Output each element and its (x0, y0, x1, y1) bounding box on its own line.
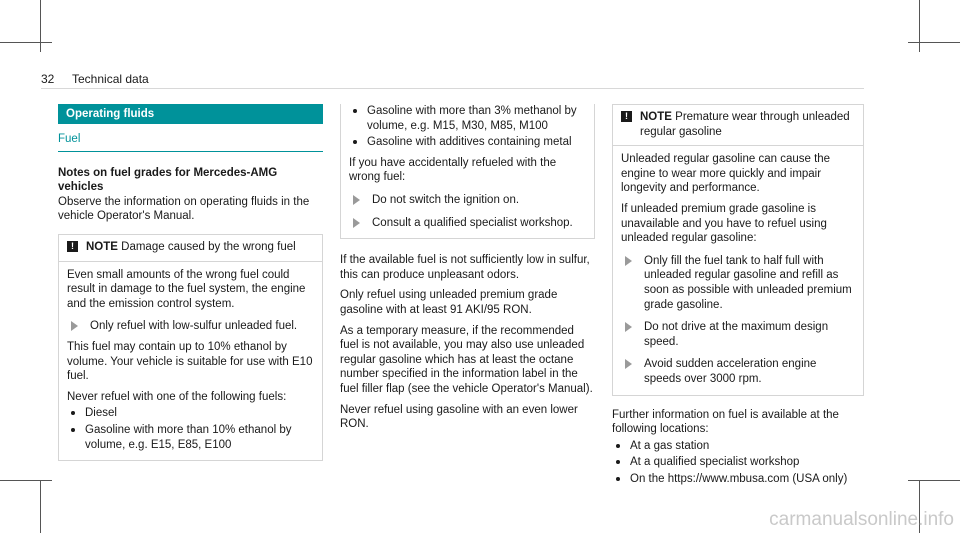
note-continuation (340, 104, 595, 239)
note-box (58, 234, 323, 461)
note-body (59, 262, 322, 461)
subheading: Fuel (58, 132, 323, 152)
action-step: Consult a qualified specialist workshop. (349, 216, 586, 231)
crop-mark (0, 42, 52, 43)
note-box (612, 104, 864, 396)
bullet-icon (616, 460, 620, 464)
note-label: NOTE (86, 240, 118, 253)
note-header (613, 105, 863, 146)
warning-icon: ! (67, 241, 78, 252)
action-step: Do not drive at the maximum design speed. (621, 320, 855, 349)
list-item: On the https://www.mbusa.com (USA only) (612, 472, 864, 487)
crop-mark (0, 480, 52, 481)
action-step: Avoid sudden acceleration engine speeds over 3000 rpm. (621, 357, 855, 386)
note-text: If unleaded premium grade gasoline is unavailable and you have to refuel using unleaded regular gasoline: (621, 202, 827, 245)
note-label: NOTE (640, 111, 672, 123)
left-column (58, 104, 323, 461)
watermark: carmanualsonline.info (769, 509, 954, 530)
warning-icon: ! (621, 111, 632, 122)
crop-mark (40, 480, 41, 533)
section-title: Technical data (72, 72, 149, 86)
action-step: Only refuel with low-sulfur unleaded fuel. (67, 319, 314, 334)
note-text: Unleaded regular gasoline can cause the engine to wear more quickly and impair longevity and performance. (621, 153, 831, 195)
note-paragraph: Never refuel with one of the following fuels: (67, 390, 287, 403)
right-column (612, 104, 864, 486)
bullet-icon (71, 428, 75, 432)
section-bar: Operating fluids (58, 104, 323, 124)
arrow-icon (625, 322, 632, 332)
note-title: Premature wear through unleaded regular gasoline (640, 111, 850, 138)
arrow-icon (71, 321, 78, 331)
crop-mark (908, 480, 960, 481)
bullet-icon (71, 411, 75, 415)
paragraph: If the available fuel is not sufficiently low in sulfur, this can produce unpleasant odors. (340, 254, 590, 281)
note-paragraph: This fuel may contain up to 10% ethanol by volume. Your vehicle is suitable for use with E10 fuel. (67, 340, 313, 383)
bullet-icon (353, 109, 357, 113)
middle-column (340, 104, 595, 432)
header-rule (41, 88, 864, 89)
bullet-icon (353, 140, 357, 144)
list-item: Gasoline with more than 10% ethanol by volume, e.g. E15, E85, E100 (67, 423, 314, 452)
arrow-icon (625, 256, 632, 266)
heading: Notes on fuel grades for Mercedes-AMG vehicles (58, 166, 278, 194)
paragraph: As a temporary measure, if the recommended fuel is not available, you may also use unleaded regular gasoline which has at least the octane number specified in the information label in the fuel filler flap (see the vehicle Operator's Manual). (340, 324, 593, 395)
note-paragraph: If you have accidentally refueled with the wrong fuel: (349, 156, 557, 184)
note-header (59, 235, 322, 262)
list-item: At a gas station (612, 439, 864, 454)
bullet-icon (616, 477, 620, 481)
note-title: Damage caused by the wrong fuel (121, 240, 296, 253)
list-item: Diesel (67, 406, 314, 421)
action-step: Only fill the fuel tank to half full with unleaded regular gasoline and refill as soon as possible with unleaded premium grade gasoline. (621, 254, 855, 312)
arrow-icon (353, 218, 360, 228)
bullet-icon (616, 444, 620, 448)
arrow-icon (353, 195, 360, 205)
action-step: Do not switch the ignition on. (349, 193, 586, 208)
crop-mark (919, 0, 920, 52)
page-number: 32 (41, 72, 55, 86)
list-item: Gasoline with additives containing metal (349, 135, 586, 150)
intro-text: Observe the information on operating fluids in the vehicle Operator's Manual. (58, 195, 310, 223)
paragraph: Further information on fuel is available at the following locations: (612, 408, 839, 436)
note-body (613, 146, 863, 394)
arrow-icon (625, 359, 632, 369)
paragraph: Only refuel using unleaded premium grade gasoline with at least 91 AKI/95 RON. (340, 289, 558, 316)
crop-mark (40, 0, 41, 52)
crop-mark (908, 42, 960, 43)
note-text: Even small amounts of the wrong fuel could result in damage to the fuel system, the engine and the emission control system. (67, 268, 306, 310)
list-item: At a qualified specialist workshop (612, 455, 864, 470)
paragraph: Never refuel using gasoline with an even lower RON. (340, 403, 578, 431)
list-item: Gasoline with more than 3% methanol by volume, e.g. M15, M30, M85, M100 (349, 104, 586, 133)
